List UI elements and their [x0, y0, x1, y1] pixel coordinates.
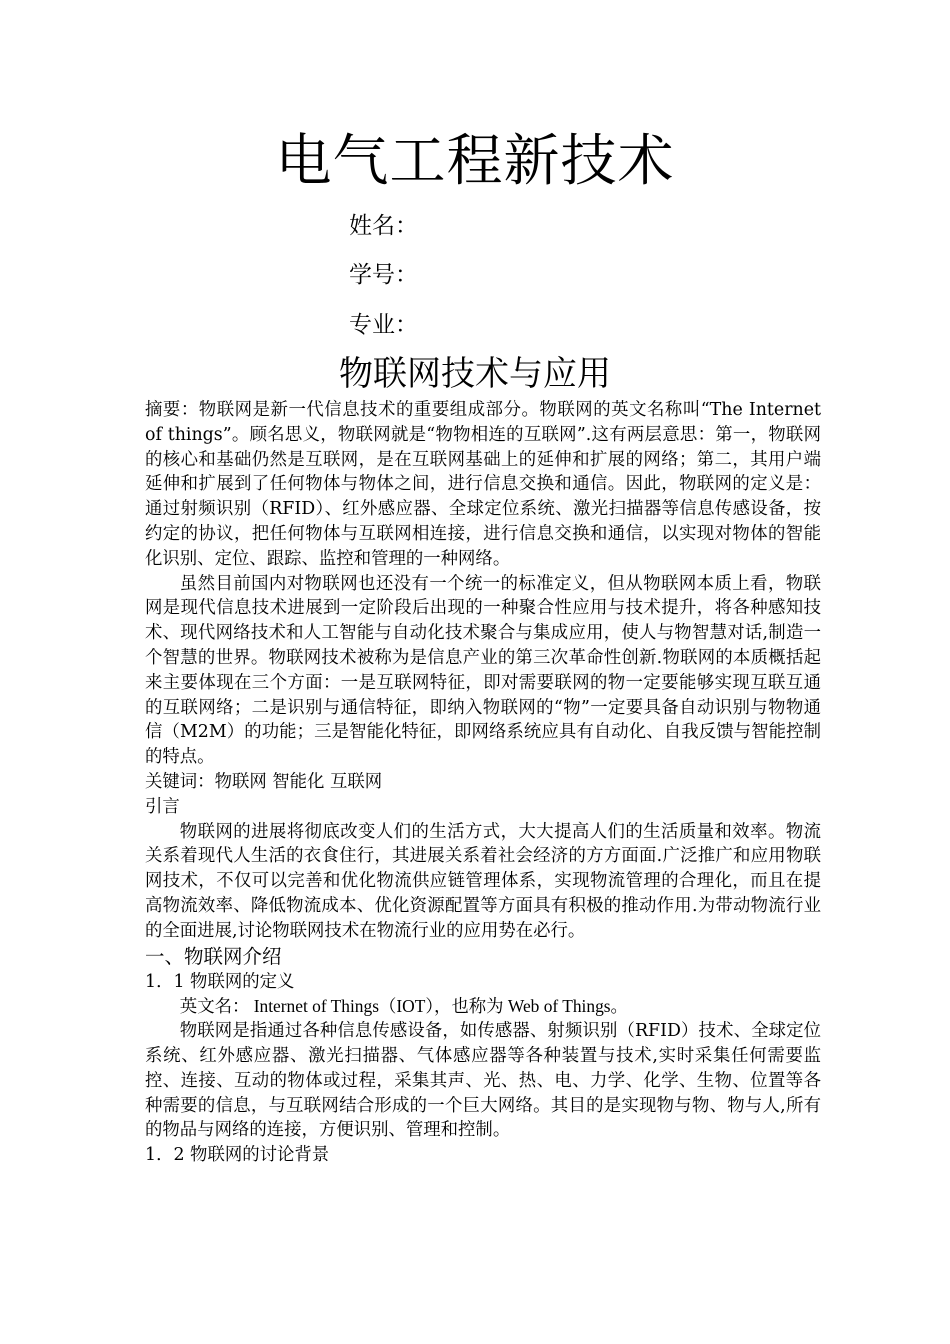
abstract-paragraph: [145, 398, 821, 572]
keywords-label: 关键词：: [145, 771, 215, 792]
section-1-1-heading: 1．1 物联网的定义: [145, 971, 295, 992]
abstract-text: 物联网是新一代信息技术的重要组成部分。物联网的英文名称叫“The Internet of things”。顾名思义，物联网就是“物物相连的互联网”.这有两层意思：第一，物联网的核心和基础仍然是互联网，是在互联网基础上的延伸和扩展的网络；第二，其用户端延伸和扩展到了任何物体与物体之间，进行信息交换和通信。因此，物联网的定义是：通过射频识别（RFID）、红外感应器、全球定位系统、激光扫描器等信息传感设备，按约定的协议，把任何物体与互联网相连接，进行信息交换和通信，以实现对物体的智能化识别、定位、跟踪、监控和管理的一种网络。: [145, 400, 821, 569]
student-id-field-label: 学号：: [349, 262, 418, 288]
abstract-label: 摘要：: [145, 400, 199, 420]
major-field-label: 专业：: [349, 312, 418, 338]
paper-body: [145, 398, 821, 1168]
abstract-paragraph-2: 虽然目前国内对物联网也还没有一个统一的标准定义，但从物联网本质上看，物联网是现代信息技术进展到一定阶段后出现的一种聚合性应用与技术提升，将各种感知技术、现代网络技术和人工智能与自动化技术聚合与集成应用，使人与物智慧对话,制造一个智慧的世界。物联网技术被称为是信息产业的第三次革命性创新.物联网的本质概括起来主要体现在三个方面：一是互联网特征，即对需要联网的物一定要能够实现互联互通的互联网络；二是识别与通信特征，即纳入物联网的“物”一定要具备自动识别与物物通信（M2M）的功能；三是智能化特征，即网络系统应具有自动化、自我反馈与智能控制的特点。: [145, 573, 821, 768]
intro-paragraph: 物联网的进展将彻底改变人们的生活方式，大大提高人们的生活质量和效率。物流关系着现代人生活的衣食住行，其进展关系着社会经济的方方面面.广泛推广和应用物联网技术，不仅可以完善和优化物流供应链管理体系，实现物流管理的合理化，而且在提高物流效率、降低物流成本、优化资源配置等方面具有积极的推动作用.为带动物流行业的全面进展,讨论物联网技术在物流行业的应用势在必行。: [145, 821, 821, 941]
section-1-2-heading: 1．2 物联网的讨论背景: [145, 1145, 330, 1166]
paper-title: 物联网技术与应用: [339, 354, 611, 394]
name-field-label: 姓名：: [349, 213, 418, 239]
document-title: 电气工程新技术: [275, 129, 675, 194]
section-1-heading: 一、物联网介绍: [145, 944, 282, 968]
intro-heading: 引言: [145, 796, 180, 817]
keywords-text: 物联网 智能化 互联网: [214, 771, 383, 792]
english-name-line: 英文名： Internet of Things（IOT），也称为 Web of Things。: [179, 996, 628, 1017]
keywords-line: [145, 770, 821, 795]
definition-paragraph: 物联网是指通过各种信息传感设备，如传感器、射频识别（RFID）技术、全球定位系统、红外感应器、激光扫描器、气体感应器等各种装置与技术,实时采集任何需要监控、连接、互动的物体或过程，采集其声、光、热、电、力学、化学、生物、位置等各种需要的信息，与互联网结合形成的一个巨大网络。其目的是实现物与物、物与人,所有的物品与网络的连接，方便识别、管理和控制。: [145, 1021, 821, 1141]
